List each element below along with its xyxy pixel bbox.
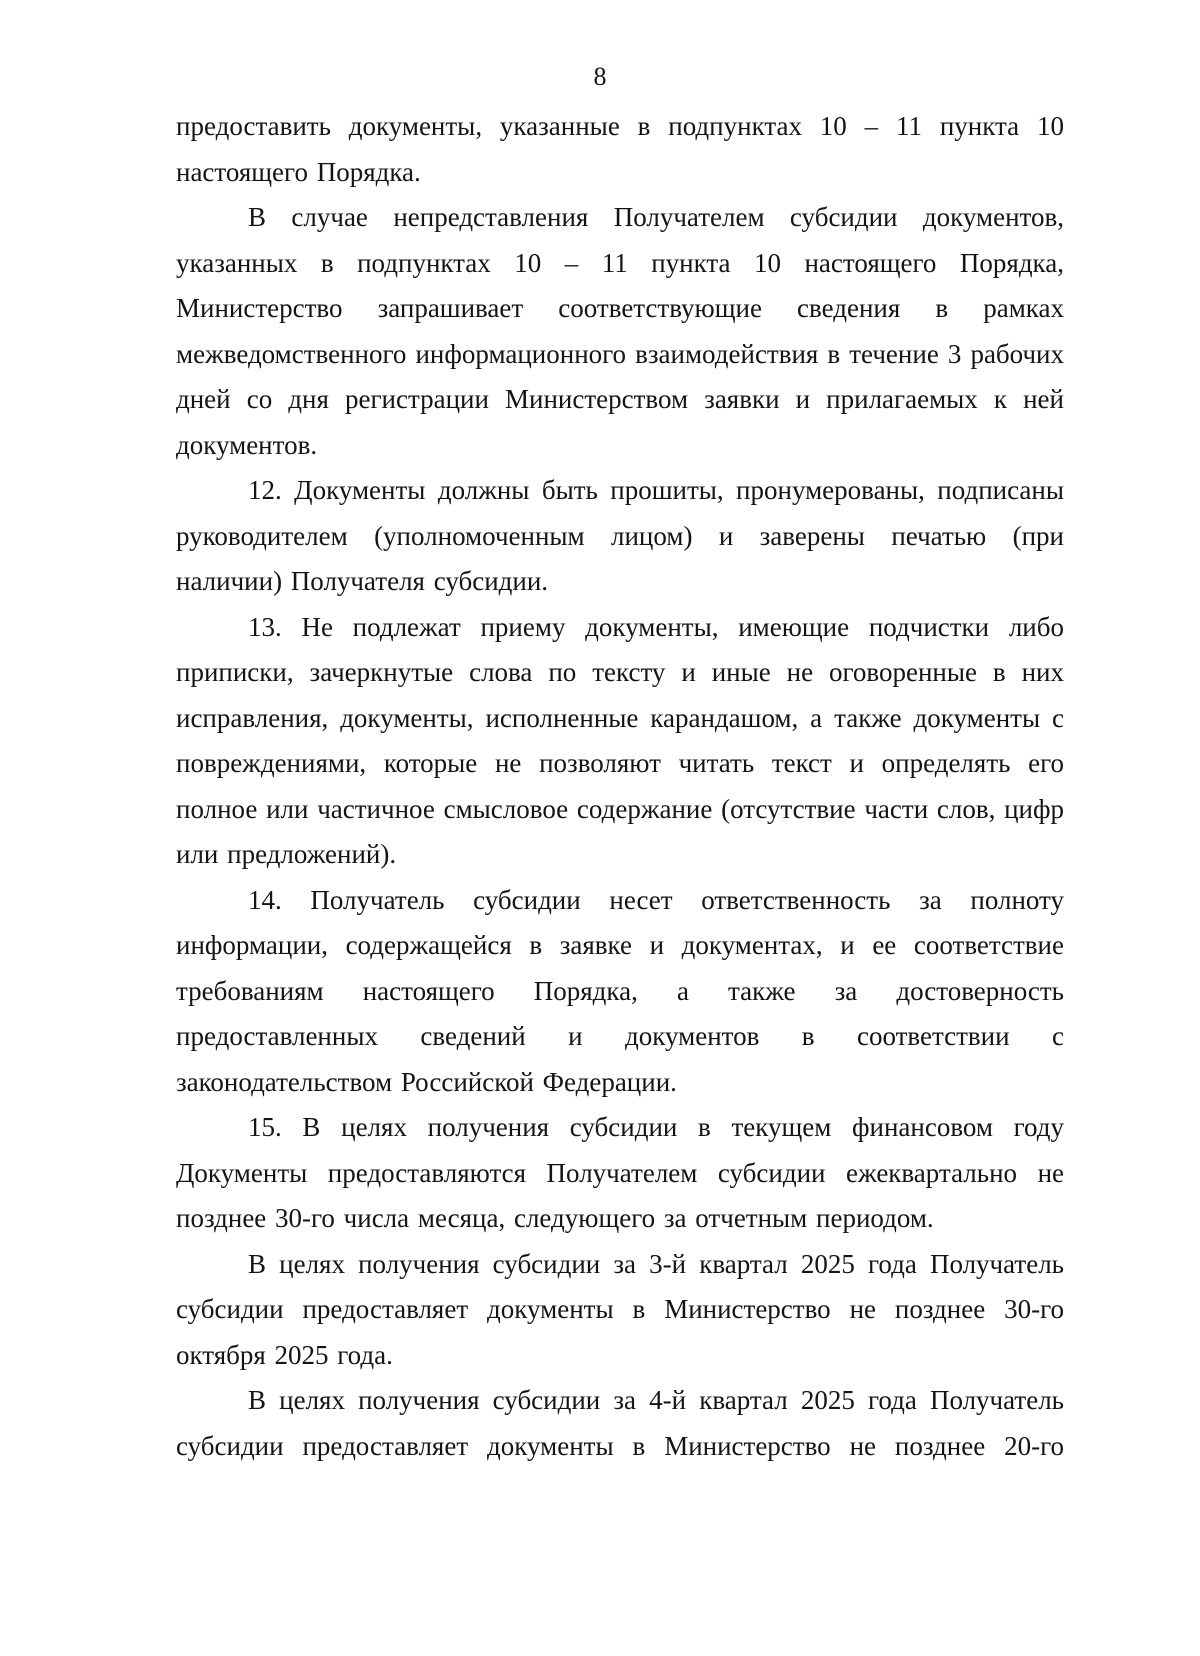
paragraph-14: 14. Получатель субсидии несет ответственность за полноту информации, содержащейся в заявке и документах, и ее соответствие требованиям настоящего Порядка, а также за достоверность предоставленных сведений и документов в соответствии с законодательством Российской Федерации.	[176, 884, 1064, 1097]
document-body	[176, 104, 1064, 1469]
paragraph-continuation: предоставить документы, указанные в подпунктах 10 – 11 пункта 10 настоящего Порядка.	[176, 111, 1064, 187]
paragraph-15: 15. В целях получения субсидии в текущем финансовом году Документы предоставляются Получателем субсидии ежеквартально не позднее 30-го числа месяца, следующего за отчетным периодом.	[176, 1112, 1064, 1233]
paragraph-q4: В целях получения субсидии за 4-й квартал 2025 года Получатель субсидии предоставляет документы в Министерство не позднее 20-го	[176, 1385, 1064, 1461]
page-number: 8	[593, 62, 607, 91]
paragraph-13: 13. Не подлежат приему документы, имеющие подчистки либо приписки, зачеркнутые слова по тексту и иные не оговоренные в них исправления, документы, исполненные карандашом, а также документы с повреждениями, которые не позволяют читать текст и определять его полное или частичное смысловое содержание (отсутствие части слов, цифр или предложений).	[176, 611, 1064, 869]
paragraph-12: 12. Документы должны быть прошиты, пронумерованы, подписаны руководителем (уполномоченным лицом) и заверены печатью (при наличии) Получателя субсидии.	[176, 475, 1064, 596]
paragraph-q3: В целях получения субсидии за 3-й квартал 2025 года Получатель субсидии предоставляет документы в Министерство не позднее 30-го октября 2025 года.	[176, 1248, 1064, 1370]
paragraph-nonsubmission: В случае непредставления Получателем субсидии документов, указанных в подпунктах 10 – 11 пункта 10 настоящего Порядка, Министерство запрашивает соответствующие сведения в рамках межведомственного информационного взаимодействия в течение 3 рабочих дней со дня регистрации Министерством заявки и прилагаемых к ней документов.	[176, 202, 1064, 460]
